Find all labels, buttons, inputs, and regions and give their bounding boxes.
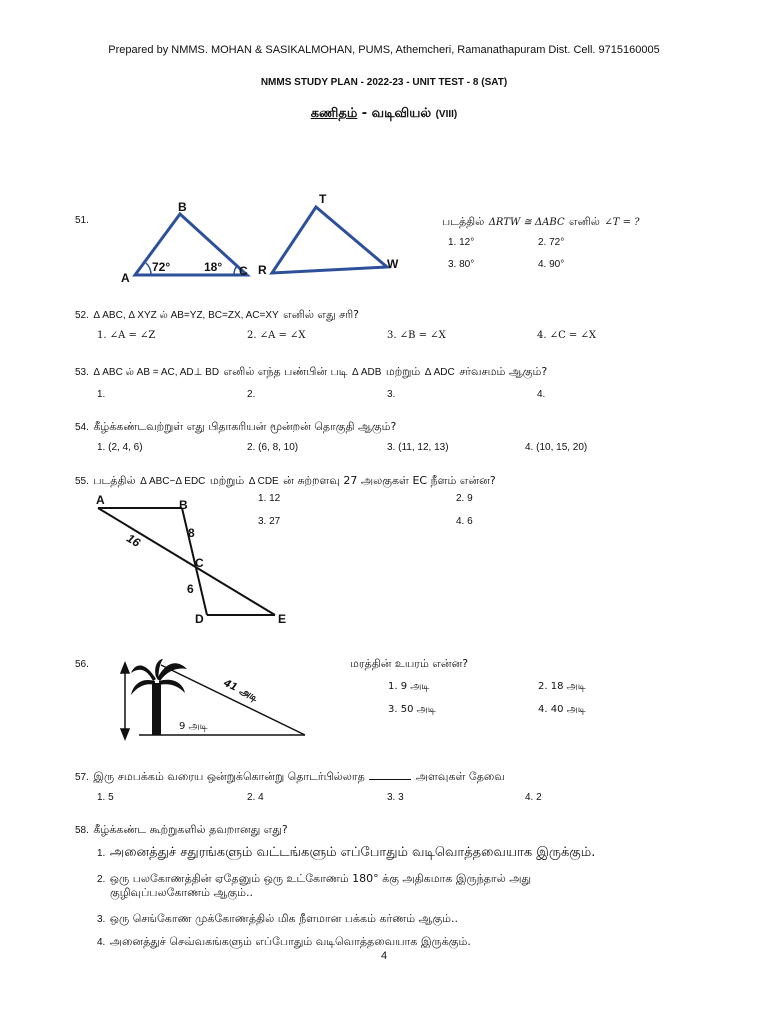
height-arrow-top — [121, 663, 129, 673]
q53-option-3[interactable]: 3. — [387, 389, 396, 400]
study-plan-title: NMMS STUDY PLAN - 2022-23 - UNIT TEST - 8 (SAT) — [260, 77, 508, 88]
q57-question: 57. இரு சமபக்கம் வரைய ஒன்றுக்கொன்று தொடர்பில்லாத அளவுகள் தேவை — [75, 770, 505, 783]
angle-label-a: 72° — [152, 260, 171, 274]
q57-option-2[interactable]: 2. 4 — [247, 792, 264, 803]
q55-question: 55. படத்தில் Δ ABC~Δ EDC மற்றும் Δ CDE ன் சுற்றளவு 27 அலகுகள் EC நீளம் என்ன? — [75, 474, 496, 487]
q52-option-3[interactable]: 3. ∠B = ∠X — [387, 330, 446, 341]
q56-question: மரத்தின் உயரம் என்ன? — [350, 657, 469, 670]
q53-question: 53. Δ ABC ல் AB = AC, AD⊥ BD எனில் எந்த பண்பின் படி Δ ADB மற்றும் Δ ADC சர்வசமம் ஆகும்? — [75, 365, 548, 378]
subject: கணிதம் — [310, 106, 358, 121]
q53-option-1[interactable]: 1. — [97, 389, 106, 400]
side-8: 8 — [188, 526, 195, 540]
q58-option-3[interactable]: 3. ஒரு செங்கோண முக்கோணத்தில் மிக நீளமான பக்கம் கர்ணம் ஆகும்.. — [97, 912, 459, 925]
q52-option-4[interactable]: 4. ∠C = ∠X — [537, 330, 596, 341]
angle-arc-a — [146, 263, 151, 275]
q58-option-2-cont: குழிவுப்பலகோணம் ஆகும்.. — [110, 886, 253, 899]
prepared-by: Prepared by NMMS. MOHAN & SASIKALMOHAN, PUMS, Athemcheri, Ramanathapuram Dist. Cell. 9715160005 — [108, 44, 660, 56]
q51-option-4[interactable]: 4. 90° — [538, 259, 565, 270]
q52-option-2[interactable]: 2. ∠A = ∠X — [247, 330, 306, 341]
label-d: D — [195, 612, 204, 626]
q54-question: 54. கீழ்க்கண்டவற்றுள் எது பிதாகரியன் மூன்றன் தொகுதி ஆகும்? — [75, 420, 397, 433]
q51-option-1[interactable]: 1. 12° — [448, 237, 475, 248]
q51-figure — [110, 192, 410, 290]
q56-number: 56. — [75, 659, 89, 670]
subject-dash: - — [361, 106, 368, 121]
q52-option-1[interactable]: 1. ∠A = ∠Z — [97, 330, 156, 341]
q56-figure — [115, 655, 325, 745]
label-b: B — [178, 200, 187, 214]
q55-option-3[interactable]: 3. 27 — [258, 516, 281, 527]
subject-line — [0, 104, 768, 122]
label-a: A — [96, 493, 105, 507]
q51-question: படத்தில் ΔRTW ≅ ΔABC எனில் ∠T = ? — [442, 215, 640, 228]
q56-option-1[interactable]: 1. 9 அடி — [388, 681, 430, 692]
q54-option-2[interactable]: 2. (6, 8, 10) — [247, 442, 299, 453]
topic: வடிவியல் — [371, 106, 432, 121]
label-a: A — [121, 271, 130, 285]
label-t: T — [319, 192, 327, 206]
q58-option-2[interactable]: 2. ஒரு பலகோணத்தின் ஏதேனும் ஒரு உட்கோணம் 180° க்கு அதிகமாக இருந்தால் அது — [97, 872, 532, 885]
hypotenuse-label: 41 அடி — [221, 677, 260, 704]
q51-number: 51. — [75, 215, 89, 226]
label-r: R — [258, 263, 267, 277]
std: (VIII) — [435, 109, 458, 120]
triangle-rtw — [272, 207, 387, 273]
q57-option-1[interactable]: 1. 5 — [97, 792, 114, 803]
side-6: 6 — [187, 582, 194, 596]
q57-option-4[interactable]: 4. 2 — [525, 792, 542, 803]
q54-option-4[interactable]: 4. (10, 15, 20) — [525, 442, 588, 453]
q53-option-2[interactable]: 2. — [247, 389, 256, 400]
label-c: C — [239, 264, 248, 278]
q57-option-3[interactable]: 3. 3 — [387, 792, 404, 803]
q58-option-1[interactable]: 1. அனைத்துச் சதுரங்களும் வட்டங்களும் எப்போதும் வடிவொத்தவையாக இருக்கும். — [97, 845, 596, 860]
q54-option-1[interactable]: 1. (2, 4, 6) — [97, 442, 143, 453]
q55-option-4[interactable]: 4. 6 — [456, 516, 473, 527]
q58-option-4[interactable]: 4. அனைத்துச் செவ்வகங்களும் எப்போதும் வடிவொத்தவையாக இருக்கும். — [97, 935, 471, 948]
q56-option-4[interactable]: 4. 40 அடி — [538, 704, 586, 715]
label-b: B — [179, 498, 188, 512]
label-c: C — [195, 556, 204, 570]
height-arrow-bottom — [121, 729, 129, 739]
q58-question: 58. கீழ்க்கண்ட கூற்றுகளில் தவறானது எது? — [75, 823, 288, 836]
q51-option-2[interactable]: 2. 72° — [538, 237, 565, 248]
label-e: E — [278, 612, 287, 626]
answer-blank — [369, 769, 411, 780]
page-number: 4 — [380, 950, 388, 962]
q56-option-2[interactable]: 2. 18 அடி — [538, 681, 586, 692]
q56-option-3[interactable]: 3. 50 அடி — [388, 704, 436, 715]
q52-question: 52. Δ ABC, Δ XYZ ல் AB=YZ, BC=ZX, AC=XY எனில் எது சரி? — [75, 308, 359, 321]
q53-option-4[interactable]: 4. — [537, 389, 546, 400]
side-16: 16 — [124, 530, 143, 550]
angle-label-c: 18° — [204, 260, 223, 274]
label-w: W — [387, 257, 399, 271]
q51-option-3[interactable]: 3. 80° — [448, 259, 475, 270]
q54-option-3[interactable]: 3. (11, 12, 13) — [387, 442, 449, 453]
q55-option-1[interactable]: 1. 12 — [258, 493, 281, 504]
q55-option-2[interactable]: 2. 9 — [456, 493, 473, 504]
base-label: 9 அடி — [179, 721, 208, 732]
